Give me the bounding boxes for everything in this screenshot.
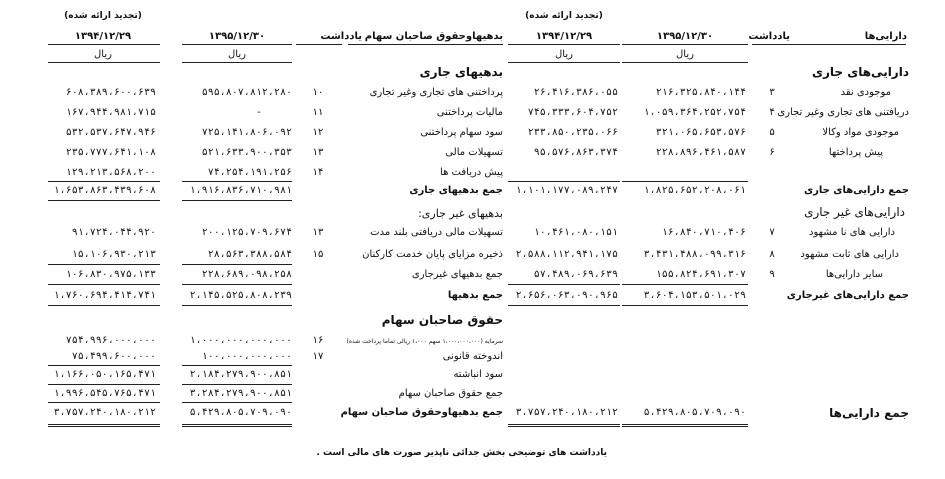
row-current: ۱۶،۸۴۰،۷۱۰،۴۰۶ [661,227,746,238]
row-note: ۱۳ [312,147,324,158]
assets-header-current: ۱۳۹۵/۱۲/۳۰ [656,31,714,42]
liab-total-label: جمع بدهیها [447,290,503,301]
footer-note: یادداشت های توضیحی بخش جدائی ناپذیر صورت های مالی است . [316,448,607,458]
row-prior: ۱۰،۴۶۱،۰۸۰،۱۵۱ [533,227,618,238]
row-note: ۱۴ [312,167,324,178]
liab-header-note: یادداشت [320,31,362,42]
row-note: ۵ [769,127,775,138]
row-label: مالیات پرداختنی [436,107,503,118]
liab-noncurrent-total-rule [182,284,292,285]
assets-unit-prior: ریال [555,49,573,60]
row-prior: ۱۵،۱۰۶،۹۳۰،۲۱۳ [71,249,156,260]
liab-unit-current: ریال [228,49,246,60]
row-current: ۷۲۵،۱۴۱،۸۰۶،۰۹۲ [201,127,292,138]
row-prior: ۹۵،۵۷۶،۸۶۳،۳۷۴ [533,147,618,158]
liab-grand-total-double-rule-prior [48,424,160,427]
equity-rule-2 [182,384,292,385]
assets-unit-current: ریال [676,49,694,60]
assets-noncurrent-title: دارایی‌های غیر جاری [804,205,905,219]
row-current: ۳،۴۳۱،۴۸۸،۰۹۹،۳۱۶ [643,249,746,260]
row-note: ۱۵ [312,249,324,260]
row-label: دارایی های ثابت مشهود [800,249,899,260]
row-current: ۲۲۸،۶۸۹،۰۹۸،۲۵۸ [201,269,292,280]
row-current: ۱۵۵،۸۲۴،۶۹۱،۳۰۷ [655,269,746,280]
liab-current-total-label: جمع بدهیهای جاری [409,185,503,196]
assets-current-header-rule [622,44,748,45]
row-prior: ۱۶۷،۹۴۴،۹۸۱،۷۱۵ [65,107,156,118]
liab-header-restated: (تجدید ارائه شده) [64,11,142,21]
liab-unit-rule-prior [48,62,160,63]
row-note: ۸ [769,249,775,260]
assets-header-rule [752,44,906,45]
row-current: ۵۹۵،۸۰۷،۸۱۲،۲۸۰ [201,87,292,98]
assets-header-restated: (تجدید ارائه شده) [525,11,603,21]
row-note: ۹ [769,269,775,280]
liab-noncurrent-rule-prior [48,264,160,265]
liab-header-current: ۱۳۹۵/۱۲/۳۰ [208,31,266,42]
row-prior: ۱،۹۹۶،۵۴۵،۷۶۵،۴۷۱ [53,388,156,399]
liab-grand-total-prior: ۳،۷۵۷،۲۴۰،۱۸۰،۲۱۲ [53,407,156,418]
row-current: ۵۲۱،۶۳۳،۹۰۰،۳۵۳ [201,147,292,158]
row-label: جمع حقوق صاحبان سهام [398,388,503,399]
row-label: ذخیره مزایای پایان خدمت کارکنان [362,249,503,260]
row-label: موجودی مواد وکالا [822,127,899,138]
liab-current-total-rule-prior [48,200,160,201]
liab-current-total-cur: ۱،۹۱۶،۸۳۶،۷۱۰،۹۸۱ [189,185,292,196]
liab-total-cur: ۲،۱۴۵،۵۲۵،۸۰۸،۲۳۹ [189,290,292,301]
liab-current-header-rule [182,44,292,45]
row-note: ۷ [769,227,775,238]
liab-note-header-rule [296,44,342,45]
row-note: ۱۱ [312,107,324,118]
liab-current-subtotal-rule [182,181,292,182]
row-current: ۲،۱۸۴،۲۷۹،۹۰۰،۸۵۱ [189,369,292,380]
row-current: ۱،۰۵۹،۳۶۴،۲۵۲،۷۵۴ [643,107,746,118]
liab-grand-total-label: جمع بدهیهاوحقوق صاحبان سهام [340,407,503,418]
row-prior: ۲۶،۴۱۶،۳۸۶،۰۵۵ [533,87,618,98]
assets-current-total-label: جمع دارایی‌های جاری [803,185,909,196]
row-prior: ۱۲۹،۲۱۳،۵۶۸،۲۰۰ [65,167,156,178]
row-note: ۱۲ [312,127,324,138]
row-note: ۱۰ [312,87,324,98]
liab-noncurrent-total-rule-prior [48,284,160,285]
assets-current-subtotal-rule [622,181,748,182]
assets-current-total-prior: ۱،۱۰۱،۱۷۷،۰۸۹،۲۴۷ [515,185,618,196]
row-label: تسهیلات مالی دریافتی بلند مدت [370,227,503,238]
row-current: ۷۴،۲۵۴،۱۹۱،۲۵۶ [207,167,292,178]
liab-noncurrent-rule [182,264,292,265]
assets-grand-total-prior: ۳،۷۵۷،۲۴۰،۱۸۰،۲۱۲ [515,407,618,418]
row-note: ۱۷ [312,351,324,362]
liab-current-subtotal-rule-prior [48,181,160,182]
row-label: دارایی های نا مشهود [809,227,895,238]
row-current: ۳،۲۸۴،۲۷۹،۹۰۰،۸۵۱ [189,388,292,399]
equity-rule-2-prior [48,384,160,385]
equity-rule-3-prior [48,402,160,403]
assets-grand-total-double-rule-prior [508,424,620,427]
row-current: ۱،۰۰۰،۰۰۰،۰۰۰،۰۰۰ [189,335,292,346]
row-current: ۲۱۶،۳۲۵،۸۴۰،۱۴۴ [655,87,746,98]
row-prior: ۲۳۵،۷۷۷،۶۴۱،۱۰۸ [65,147,156,158]
assets-noncurrent-total-prior: ۲،۶۵۶،۰۶۳،۰۹۰،۹۶۵ [515,290,618,301]
row-current: ۳۲۱،۰۶۵،۶۵۳،۵۷۶ [655,127,746,138]
equity-title: حقوق صاحبان سهام [381,313,503,327]
liab-header-prior: ۱۳۹۴/۱۲/۲۹ [74,31,132,42]
assets-grand-total-label: جمع دارایی‌ها [829,406,909,420]
assets-header-prior: ۱۳۹۴/۱۲/۲۹ [535,31,593,42]
row-note: ۳ [769,87,775,98]
row-prior: ۱۰۶،۸۳۰،۹۷۵،۱۳۳ [65,269,156,280]
liab-total-rule [182,305,292,306]
row-prior: ۶۰۸،۳۸۹،۶۰۰،۶۳۹ [65,87,156,98]
liab-grand-total-double-rule [182,424,292,427]
liab-current-total-rule [182,200,292,201]
row-prior: ۷۵،۴۹۹،۶۰۰،۰۰۰ [71,351,156,362]
assets-current-subtotal-rule-prior [508,181,620,182]
row-current: - [255,107,262,118]
liab-total-prior: ۱،۷۶۰،۶۹۴،۴۱۴،۷۴۱ [53,290,156,301]
row-note: ۱۳ [312,227,324,238]
assets-noncurrent-subtotal-rule-prior [508,284,620,285]
row-prior: ۹۱،۷۲۴،۰۴۴،۹۲۰ [71,227,156,238]
assets-grand-total-double-rule [622,424,748,427]
row-label: دریافتنی های تجاری وغیر تجاری [777,107,909,118]
assets-header-title: دارایی‌ها [864,31,907,42]
row-current: ۲۲۸،۸۹۶،۴۶۱،۵۸۷ [655,147,746,158]
assets-current-title: دارایی‌های جاری [811,65,909,79]
assets-current-total-cur: ۱،۸۲۵،۶۵۲،۲۰۸،۰۶۱ [643,185,746,196]
row-prior: ۱،۱۶۶،۰۵۰،۱۶۵،۴۷۱ [53,369,156,380]
liab-current-title: بدهیهای جاری [419,65,503,79]
row-prior: ۷۵۴،۹۹۶،۰۰۰،۰۰۰ [65,335,156,346]
liab-prior-header-rule [48,44,160,45]
assets-noncurrent-total-rule-prior [508,305,620,306]
liab-current-total-prior: ۱،۶۵۳،۸۶۳،۴۳۹،۶۰۸ [53,185,156,196]
row-label: پیش پرداختها [828,147,883,158]
liab-noncurrent-title: بدهیهای غیر جاری: [418,207,503,220]
row-label: جمع بدهیهای غیرجاری [411,269,503,280]
row-prior: ۲،۵۸۸،۱۱۲،۹۴۱،۱۷۵ [515,249,618,260]
assets-prior-header-rule [508,44,620,45]
row-label: تسهیلات مالی [445,147,503,158]
liab-header-title: بدهیهاوحقوق صاحبان سهام [364,31,503,42]
row-note: ۴ [769,107,775,118]
assets-noncurrent-total-cur: ۳،۶۰۴،۱۵۳،۵۰۱،۰۲۹ [643,290,746,301]
row-current: ۲۰۰،۱۲۵،۷۰۹،۶۷۴ [201,227,292,238]
liab-total-rule-prior [48,305,160,306]
assets-header-note: یادداشت [748,31,790,42]
assets-noncurrent-subtotal-rule [622,284,748,285]
row-note: ۶ [769,147,775,158]
row-prior: ۵۷،۴۸۹،۰۶۹،۶۳۹ [533,269,618,280]
row-label: سود انباشته [453,369,503,380]
assets-grand-total-cur: ۵،۴۲۹،۸۰۵،۷۰۹،۰۹۰ [643,407,746,418]
equity-rule-1-prior [48,365,160,366]
row-label: پیش دریافت ها [440,167,503,178]
equity-rule-3 [182,402,292,403]
assets-noncurrent-total-label: جمع دارایی‌های غیرجاری [786,290,909,301]
assets-noncurrent-total-rule [622,305,748,306]
row-note: ۱۶ [312,335,324,346]
liab-unit-rule-current [182,62,292,63]
row-current: ۱۰۰،۰۰۰،۰۰۰،۰۰۰ [201,351,292,362]
row-label: موجودی نقد [840,87,891,98]
row-prior: ۵۳۲،۵۳۷،۶۴۷،۹۴۶ [65,127,156,138]
row-label: سود سهام پرداختنی [420,127,503,138]
liab-grand-total-cur: ۵،۴۲۹،۸۰۵،۷۰۹،۰۹۰ [189,407,292,418]
equity-rule-1 [182,365,292,366]
assets-unit-rule-prior [508,62,620,63]
row-label: سرمایه (۱،۰۰۰،۰۰۰،۰۰۰ سهم ۱،۰۰۰ ریالی تماما پرداخت شده) [346,338,503,345]
liab-unit-prior: ریال [94,49,112,60]
liab-header-rule [348,44,503,45]
row-label: سایر دارایی‌ها [825,269,883,280]
row-label: پرداختنی های تجاری وغیر تجاری [369,87,503,98]
assets-unit-rule-current [622,62,748,63]
row-label: اندوخته قانونی [442,351,503,362]
row-current: ۲۸،۵۶۳،۳۸۸،۵۸۴ [207,249,292,260]
row-prior: ۲۳۳،۸۵۰،۲۳۵،۰۶۶ [527,127,618,138]
row-prior: ۷۴۵،۳۳۳،۶۰۴،۷۵۲ [527,107,618,118]
